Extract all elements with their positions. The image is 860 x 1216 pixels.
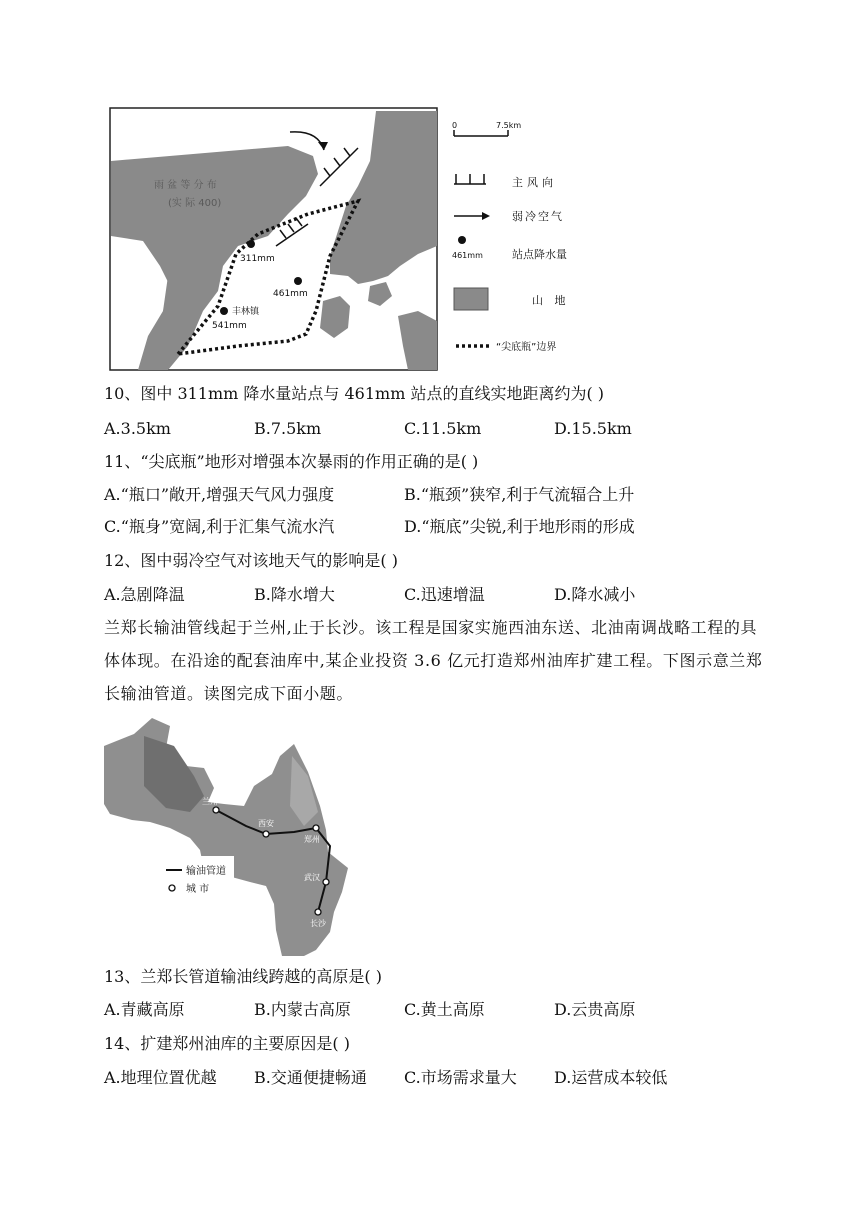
station-311-label: 311mm	[240, 254, 275, 264]
city-marker	[213, 807, 219, 813]
faded-map-label: (实 际 400)	[168, 198, 222, 209]
legend-wind-label: 主风向	[512, 176, 557, 189]
city-label-lanzhou: 兰州	[202, 797, 218, 806]
q11-option-c[interactable]: C.“瓶身”宽阔,利于汇集气流水汽	[104, 517, 335, 536]
legend-boundary-label: “尖底瓶”边界	[496, 342, 557, 353]
question-12-stem: 12、图中弱冷空气对该地天气的影响是( )	[104, 551, 398, 570]
q11-option-d[interactable]: D.“瓶底”尖锐,利于地形雨的形成	[404, 517, 635, 536]
legend-mountain-label: 山 地	[532, 294, 570, 307]
city-label-wuhan: 武汉	[304, 873, 320, 882]
q13-option-c[interactable]: C.黄土高原	[404, 1000, 485, 1019]
city-legend-icon	[169, 885, 175, 891]
city-marker	[263, 831, 269, 837]
legend-station-label: 站点降水量	[512, 248, 567, 261]
q14-option-b[interactable]: B.交通便捷畅通	[254, 1068, 367, 1087]
q14-option-a[interactable]: A.地理位置优越	[104, 1068, 217, 1087]
map-frame	[110, 108, 437, 370]
q13-option-b[interactable]: B.内蒙古高原	[254, 1000, 351, 1019]
legend-city-label: 城 市	[186, 884, 210, 895]
station-541-label: 541mm	[212, 321, 247, 331]
q12-option-d[interactable]: D.降水减小	[554, 585, 636, 604]
q10-option-d[interactable]: D.15.5km	[554, 419, 632, 438]
q10-option-b[interactable]: B.7.5km	[254, 419, 322, 438]
legend-cold-air-label: 弱冷空气	[512, 210, 564, 223]
q13-option-d[interactable]: D.云贵高原	[554, 1000, 636, 1019]
city-label-zhengzhou: 郑州	[304, 835, 320, 844]
question-14-stem: 14、扩建郑州油库的主要原因是( )	[104, 1034, 350, 1053]
city-label-changsha: 长沙	[310, 919, 326, 928]
q12-option-a[interactable]: A.急剧降温	[104, 585, 185, 604]
reading-passage: 兰郑长输油管线起于兰州,止于长沙。该工程是国家实施西油东送、北油南调战略工程的具体体现。在沿途的配套油库中,某企业投资 3.6 亿元打造郑州油库扩建工程。下图示意兰郑长输油管道。读图完成下面小题。	[104, 618, 763, 703]
city-marker	[315, 909, 321, 915]
scale-start-label: 0	[452, 121, 458, 130]
oil-pipeline-map-figure	[104, 716, 360, 956]
station-dot	[247, 240, 255, 248]
q11-option-a[interactable]: A.“瓶口”敞开,增强天气风力强度	[104, 485, 335, 504]
question-11-stem: 11、“尖底瓶”地形对增强本次暴雨的作用正确的是( )	[104, 452, 479, 471]
q12-option-c[interactable]: C.迅速增温	[404, 585, 485, 604]
station-legend-icon	[458, 236, 466, 244]
station-dot	[220, 307, 228, 315]
q10-option-c[interactable]: C.11.5km	[404, 419, 482, 438]
scale-end-label: 7.5km	[496, 121, 522, 130]
town-label: 丰林镇	[232, 307, 260, 317]
faded-map-label: 雨 盆 等 分 布	[154, 180, 217, 191]
station-dot	[294, 277, 302, 285]
q12-option-b[interactable]: B.降水增大	[254, 585, 335, 604]
q10-option-a[interactable]: A.3.5km	[104, 419, 171, 438]
q14-option-c[interactable]: C.市场需求量大	[404, 1068, 517, 1087]
question-10-stem: 10、图中 311mm 降水量站点与 461mm 站点的直线实地距离约为( )	[104, 384, 605, 403]
precipitation-map-figure	[108, 106, 588, 374]
city-label-xian: 西安	[258, 819, 274, 828]
question-13-stem: 13、兰郑长管道输油线跨越的高原是( )	[104, 967, 382, 986]
city-marker	[323, 879, 329, 885]
legend-pipeline-label: 输油管道	[186, 866, 226, 877]
station-461-label: 461mm	[273, 289, 308, 299]
legend-station-value: 461mm	[452, 251, 483, 260]
q11-option-b[interactable]: B.“瓶颈”狭窄,利于气流辐合上升	[404, 485, 635, 504]
city-marker	[313, 825, 319, 831]
q13-option-a[interactable]: A.青藏高原	[104, 1000, 185, 1019]
q14-option-d[interactable]: D.运营成本较低	[554, 1068, 668, 1087]
mountain-legend-swatch	[454, 288, 488, 310]
